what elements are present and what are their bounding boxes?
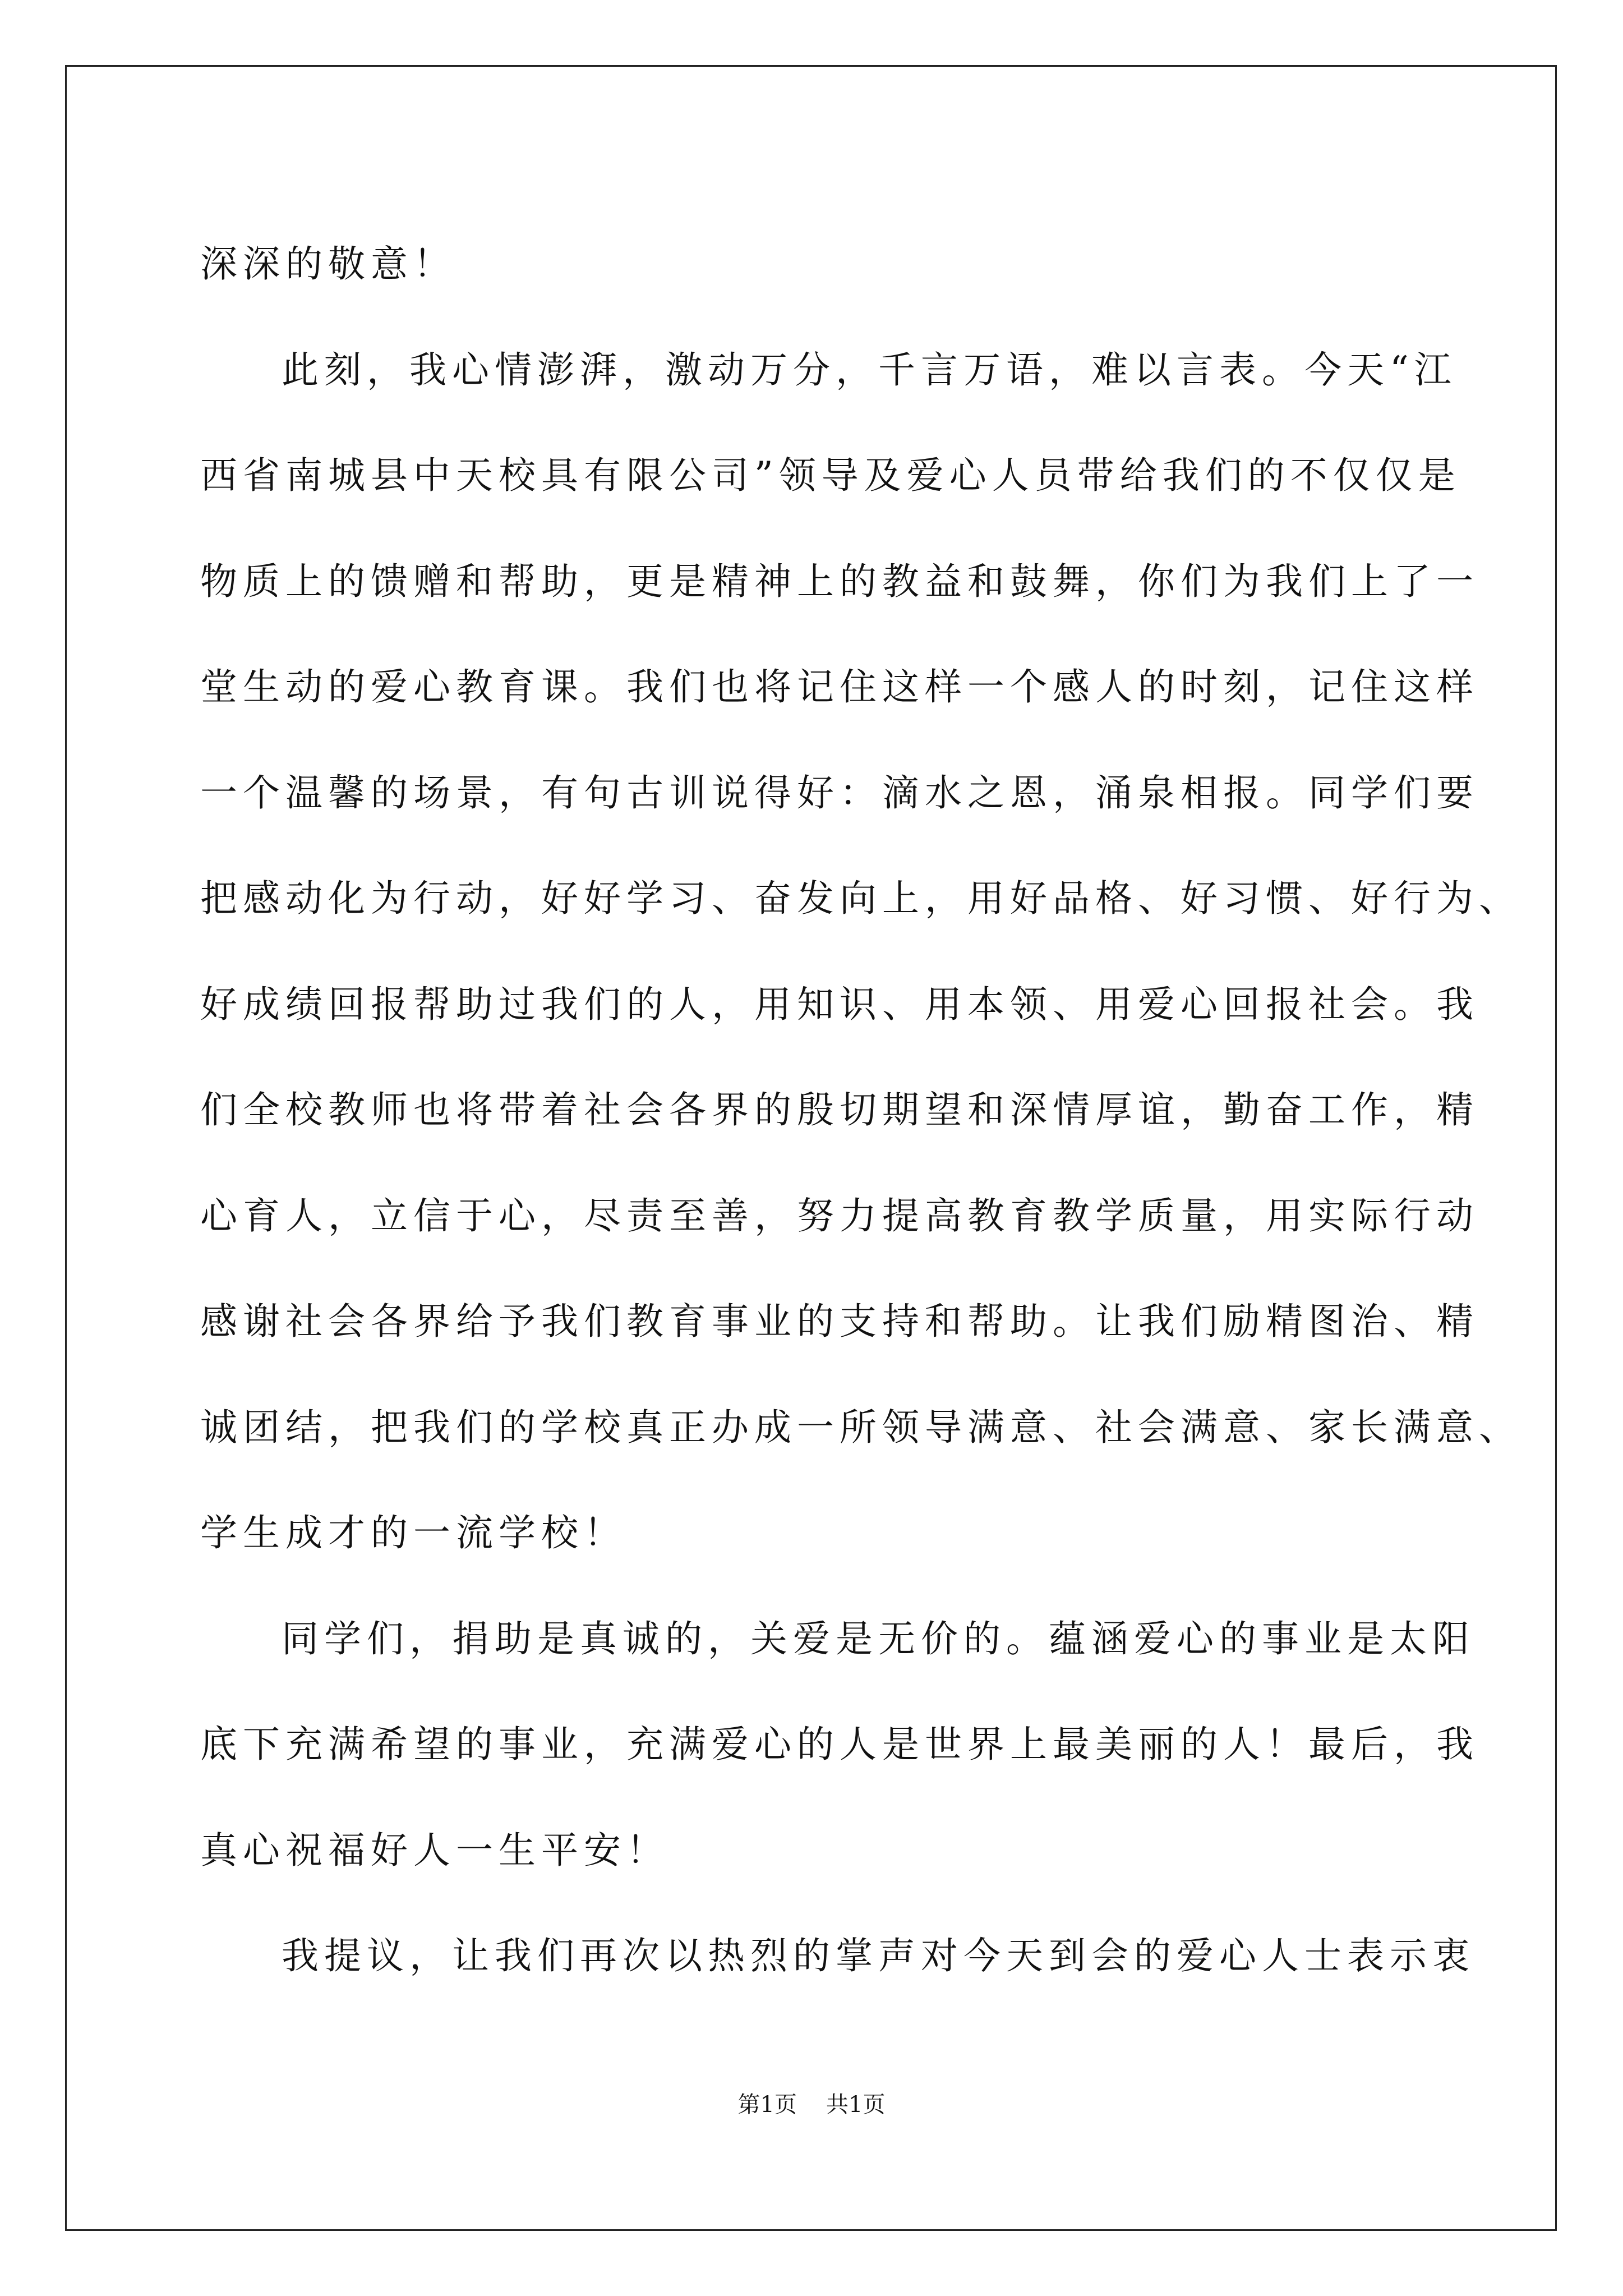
page-number: 第1页 — [737, 2092, 797, 2118]
text-line: 同学们，捐助是真诚的，关爱是无价的。蕴涵爱心的事业是太阳 — [282, 1617, 1475, 1660]
text-line: 好成绩回报帮助过我们的人，用知识、用本领、用爱心回报社会。我 — [200, 982, 1479, 1026]
text-line: 们全校教师也将带着社会各界的殷切期望和深情厚谊，勤奋工作，精 — [200, 1088, 1479, 1131]
text-line: 我提议，让我们再次以热烈的掌声对今天到会的爱心人士表示衷 — [282, 1934, 1475, 1977]
text-line: 底下充满希望的事业，充满爱心的人是世界上最美丽的人！最后，我 — [200, 1723, 1479, 1766]
text-line: 一个温馨的场景，有句古训说得好：滴水之恩，涌泉相报。同学们要 — [200, 771, 1479, 815]
page-footer — [0, 2088, 1623, 2122]
text-line: 西省南城县中天校具有限公司”领导及爱心人员带给我们的不仅仅是 — [200, 454, 1461, 497]
text-line: 堂生动的爱心教育课。我们也将记住这样一个感人的时刻，记住这样 — [200, 665, 1479, 708]
text-line: 此刻，我心情澎湃，激动万分，千言万语，难以言表。今天“江 — [282, 348, 1457, 392]
text-line: 心育人，立信于心，尽责至善，努力提高教育教学质量，用实际行动 — [200, 1194, 1479, 1237]
text-line: 感谢社会各界给予我们教育事业的支持和帮助。让我们励精图治、精 — [200, 1300, 1479, 1343]
text-line: 诚团结，把我们的学校真正办成一所领导满意、社会满意、家长满意、 — [200, 1405, 1521, 1449]
text-line: 真心祝福好人一生平安！ — [200, 1828, 669, 1872]
text-line: 学生成才的一流学校！ — [200, 1511, 626, 1554]
document-body — [200, 211, 1521, 2009]
text-line: 深深的敬意！ — [200, 242, 456, 286]
text-line: 把感动化为行动，好好学习、奋发向上，用好品格、好习惯、好行为、 — [200, 877, 1521, 920]
text-line: 物质上的馈赠和帮助，更是精神上的教益和鼓舞，你们为我们上了一 — [200, 559, 1479, 603]
page-total: 共1页 — [826, 2092, 886, 2118]
